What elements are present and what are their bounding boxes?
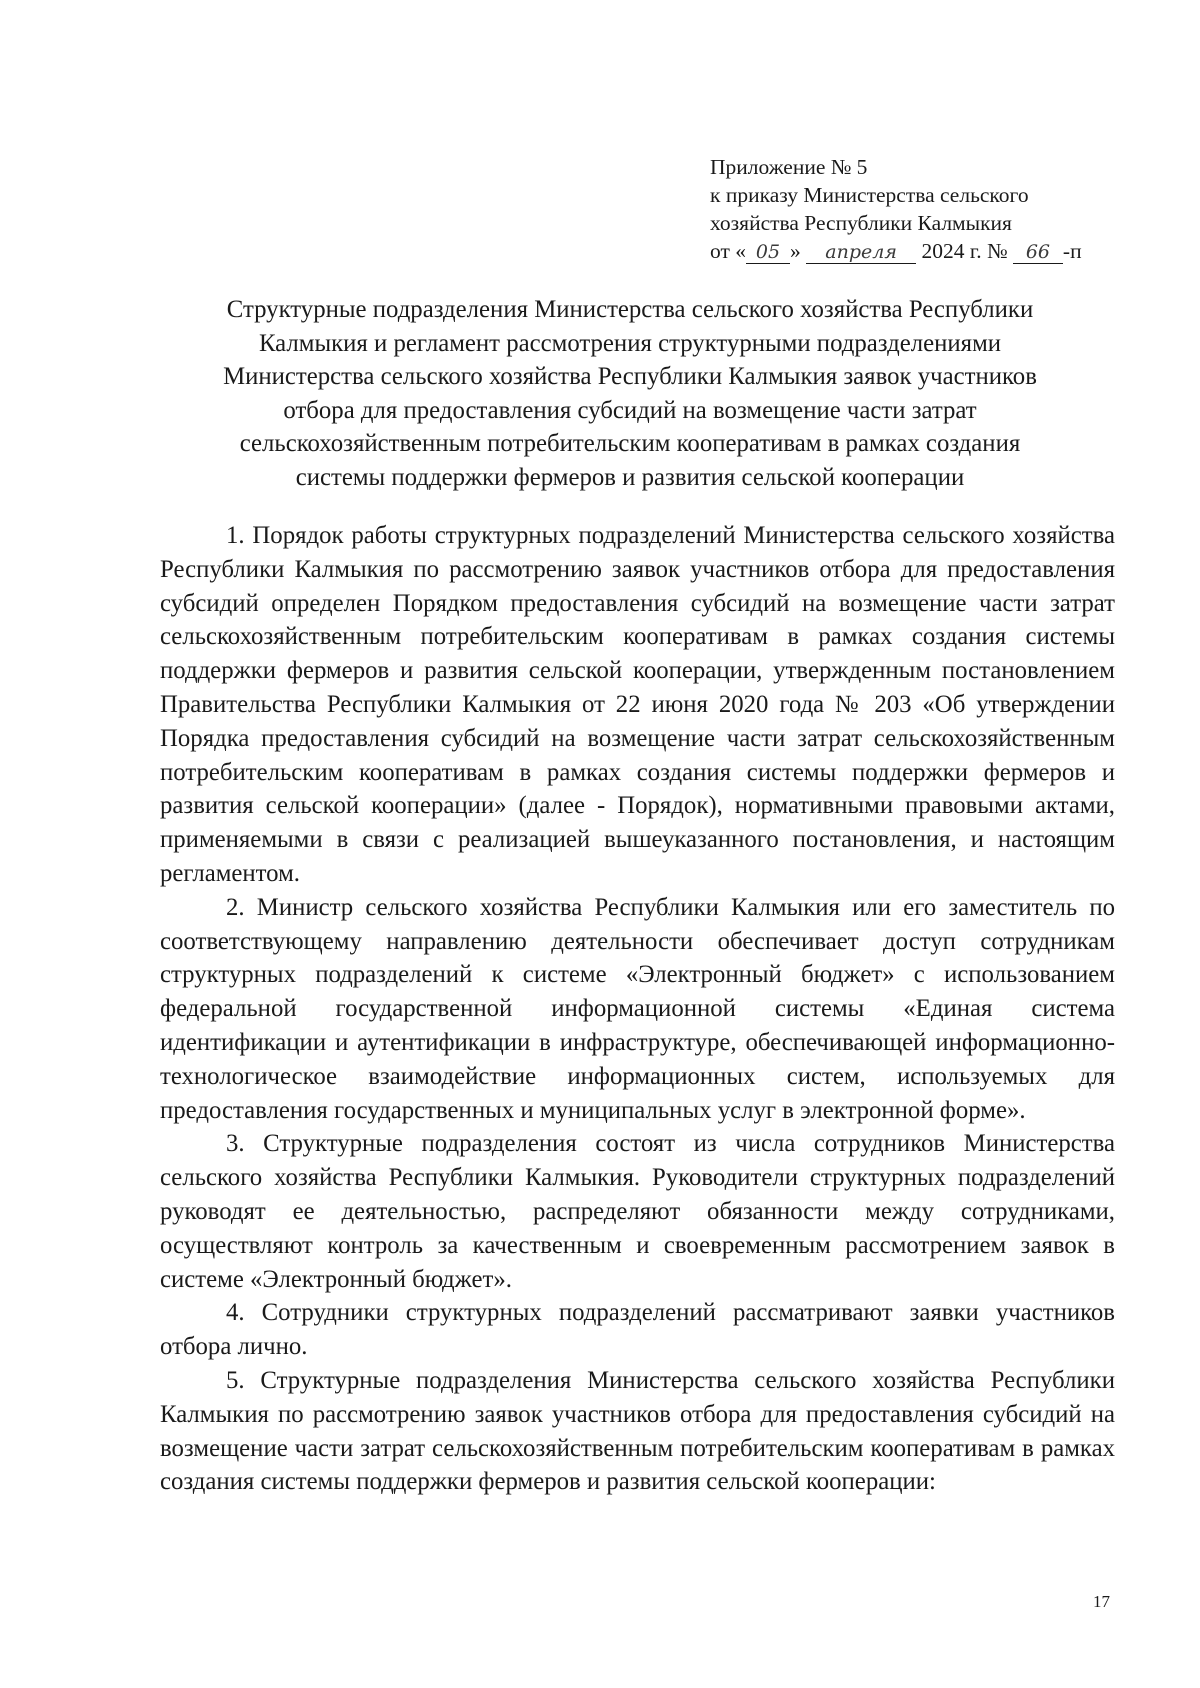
title-line: Министерства сельского хозяйства Республики Калмыкия заявок участников <box>223 363 1037 390</box>
date-day-close: » <box>790 239 801 263</box>
paragraph-3: 3. Структурные подразделения состоят из числа сотрудников Министерства сельского хозяйства Республики Калмыкия. Руководители структурных подразделений руководят ее деятельностью, распределяют обязанности между сотрудниками, осуществляют контроль за качественным и своевременным рассмотрением заявок в системе «Электронный бюджет». <box>160 1130 1115 1293</box>
title-line: Калмыкия и регламент рассмотрения структурными подразделениями <box>258 329 1002 357</box>
document-title <box>150 293 1110 494</box>
appendix-line-2: к приказу Министерства сельского <box>710 183 1029 207</box>
appendix-date-line <box>710 237 1150 265</box>
handwritten-month: апреля <box>806 241 916 264</box>
paragraph-1: 1. Порядок работы структурных подразделений Министерства сельского хозяйства Республики Калмыкия по рассмотрению заявок участников отбора для предоставления субсидий определен Порядком предоставления субсидий на возмещение части затрат сельскохозяйственным потребительским кооперативам в рамках создания системы поддержки фермеров и развития сельской кооперации, утвержденным постановлением Правительства Республики Калмыкия от 22 июня 2020 года № 203 «Об утверждении Порядка предоставления субсидий на возмещение части затрат сельскохозяйственным потребительским кооперативам в рамках создания системы поддержки фермеров и развития сельской кооперации» (далее - Порядок), нормативными правовыми актами, применяемыми в связи с реализацией вышеуказанного постановления, и настоящим регламентом. <box>160 522 1115 887</box>
handwritten-day: 05 <box>746 241 790 264</box>
title-line: Структурные подразделения Министерства сельского хозяйства Республики <box>226 296 1034 323</box>
title-line: сельскохозяйственным потребительским кооперативам в рамках создания <box>239 430 1021 457</box>
handwritten-order-number: 66 <box>1013 241 1063 264</box>
page-number: 17 <box>1093 1592 1110 1611</box>
date-year-number-label: 2024 г. № <box>921 239 1008 263</box>
title-line: отбора для предоставления субсидий на возмещение части затрат <box>283 396 977 424</box>
paragraph-4: 4. Сотрудники структурных подразделений рассматривают заявки участников отбора лично. <box>160 1299 1115 1361</box>
paragraph-2: 2. Министр сельского хозяйства Республики Калмыкия или его заместитель по соответствующему направлению деятельности обеспечивает доступ сотрудникам структурных подразделений к системе «Электронный бюджет» с использованием федеральной государственной информационной системы «Единая система идентификации и аутентификации в инфраструктуре, обеспечивающей информационно-технологическое взаимодействие информационных систем, используемых для предоставления государственных и муниципальных услуг в электронной форме». <box>160 893 1115 1124</box>
appendix-header <box>710 153 1150 265</box>
title-line: системы поддержки фермеров и развития сельской кооперации <box>295 463 965 491</box>
appendix-line-1: Приложение № 5 <box>710 155 868 179</box>
appendix-line-3: хозяйства Республики Калмыкия <box>710 211 1012 235</box>
date-prefix: от « <box>710 239 746 263</box>
paragraph-5: 5. Структурные подразделения Министерства сельского хозяйства Республики Калмыкия по рассмотрению заявок участников отбора для предоставления субсидий на возмещение части затрат сельскохозяйственным потребительским кооперативам в рамках создания системы поддержки фермеров и развития сельской кооперации: <box>160 1366 1115 1496</box>
order-number-suffix: -п <box>1062 239 1082 263</box>
document-body <box>160 519 1115 1499</box>
